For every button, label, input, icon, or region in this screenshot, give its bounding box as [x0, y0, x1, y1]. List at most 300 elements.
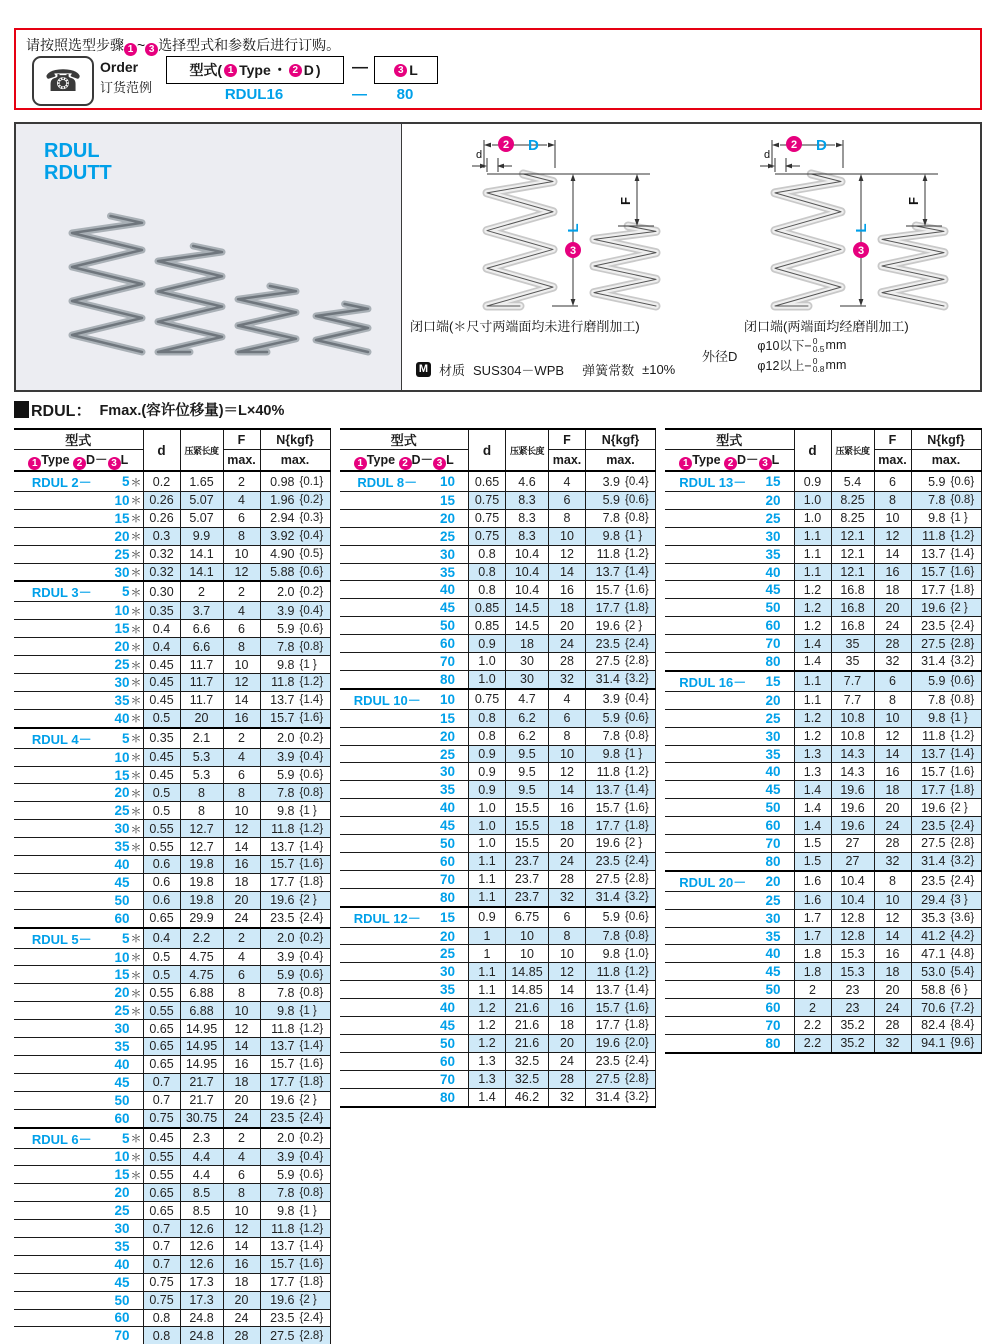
d-cell: 0.85: [469, 599, 506, 617]
type-cell: 10 ＊: [14, 602, 143, 620]
nmax-cell: 19.6 {2 }: [586, 617, 656, 635]
table-row: [14, 545, 330, 563]
type-cell: 40: [665, 563, 794, 581]
dimension-diagram-box: [402, 124, 980, 390]
type-cell: 15 ＊: [14, 509, 143, 527]
fmax-cell: 16: [874, 945, 911, 963]
nmax-cell: 9.8 {1 }: [260, 802, 330, 820]
type-cell: 35: [14, 1237, 143, 1255]
table-row: [340, 835, 656, 853]
spec-table: [340, 428, 657, 1108]
nmax-cell: 7.8 {0.8}: [260, 784, 330, 802]
table-row: [14, 471, 330, 492]
d-cell: 1.8: [794, 945, 831, 963]
table-row: [340, 545, 656, 563]
compressed-length-cell: 14.85: [506, 963, 549, 981]
nmax-cell: 27.5 {2.8}: [911, 835, 981, 853]
compressed-length-cell: 14.5: [506, 599, 549, 617]
fmax-cell: 8: [223, 984, 260, 1002]
compressed-length-cell: 21.6: [506, 1017, 549, 1035]
compressed-length-cell: 19.6: [831, 781, 874, 799]
d-cell: 0.65: [143, 1184, 180, 1202]
header-d: d: [469, 429, 506, 471]
table-row: [340, 1070, 656, 1088]
table-row: [340, 1052, 656, 1070]
nmax-cell: 19.6 {2 }: [260, 1291, 330, 1309]
product-name-rdutt: RDUTT: [44, 162, 112, 184]
compressed-length-cell: 12.8: [831, 927, 874, 945]
d-cell: 1.1: [794, 545, 831, 563]
d-cell: 0.45: [143, 748, 180, 766]
compressed-length-cell: 9.5: [506, 781, 549, 799]
d-cell: 0.45: [143, 674, 180, 692]
type-cell: 80: [665, 653, 794, 671]
d-cell: 0.6: [143, 873, 180, 891]
d-cell: 0.55: [143, 984, 180, 1002]
fmax-cell: 10: [223, 545, 260, 563]
d-cell: 0.6: [143, 856, 180, 874]
d-cell: 1.1: [469, 870, 506, 888]
table-row: [340, 763, 656, 781]
nmax-cell: 7.8 {0.8}: [260, 1184, 330, 1202]
d-cell: 0.8: [469, 581, 506, 599]
nmax-cell: 9.8 {1 }: [260, 656, 330, 674]
type-cell: 40: [340, 799, 469, 817]
fmax-cell: 8: [549, 509, 586, 527]
d-cell: 1.4: [794, 635, 831, 653]
type-cell: 15 ＊: [14, 620, 143, 638]
compressed-length-cell: 12.6: [180, 1237, 223, 1255]
header-nmax: N{kgf}: [260, 429, 330, 450]
fmax-cell: 2: [223, 1128, 260, 1149]
type-cell: 10 ＊: [14, 1148, 143, 1166]
fmax-cell: 6: [549, 709, 586, 727]
table-row: [665, 727, 981, 745]
table-row: [340, 999, 656, 1017]
header-type: 型式: [665, 429, 794, 450]
d-cell: 0.35: [143, 602, 180, 620]
d-cell: 0.7: [143, 1091, 180, 1109]
fmax-cell: 20: [874, 599, 911, 617]
table-row: [14, 674, 330, 692]
compressed-length-cell: 15.5: [506, 835, 549, 853]
compressed-length-cell: 12.6: [180, 1255, 223, 1273]
type-cell: 35: [665, 745, 794, 763]
nmax-cell: 23.5 {2.4}: [260, 1109, 330, 1127]
material-value: SUS304－WPB: [473, 363, 565, 378]
compressed-length-cell: 7.7: [831, 671, 874, 692]
type-cell: 10 ＊: [14, 748, 143, 766]
nmax-cell: 17.7 {1.8}: [911, 581, 981, 599]
header-type-sub: 1 Type 2 D－ 3 L: [665, 450, 794, 472]
d-cell: 0.75: [469, 509, 506, 527]
spring-constant-value: ±10%: [642, 362, 676, 377]
compressed-length-cell: 12.1: [831, 563, 874, 581]
table-row: [340, 981, 656, 999]
nmax-cell: 17.7 {1.8}: [586, 1017, 656, 1035]
header-fmax-sub: max.: [874, 450, 911, 472]
d-cell: 1.1: [794, 563, 831, 581]
section-formula: Fmax.(容许位移量)＝L×40%: [99, 403, 285, 419]
nmax-cell: 31.4 {3.2}: [586, 670, 656, 688]
part-number-type-box: [166, 56, 344, 84]
type-cell: 60: [665, 999, 794, 1017]
fmax-cell: 12: [223, 1020, 260, 1038]
tolerance-line-2: [757, 356, 846, 374]
type-cell: 30 ＊: [14, 674, 143, 692]
nmax-cell: 5.9 {0.6}: [911, 471, 981, 492]
table-row: [665, 635, 981, 653]
nmax-cell: 5.9 {0.6}: [586, 709, 656, 727]
nmax-cell: 31.4 {3.2}: [586, 1088, 656, 1106]
fmax-cell: 20: [549, 1034, 586, 1052]
table-row: [340, 745, 656, 763]
fmax-cell: 4: [223, 602, 260, 620]
d-cell: 0.8: [469, 727, 506, 745]
fmax-cell: 8: [223, 527, 260, 545]
fmax-cell: 14: [874, 927, 911, 945]
example-part-number: RDUL16: [224, 86, 284, 103]
type-cell: 35: [340, 981, 469, 999]
table-row: [14, 1109, 330, 1127]
nmax-cell: 0.98 {0.1}: [260, 471, 330, 492]
d-cell: 1.2: [794, 617, 831, 635]
type-cell: 40: [340, 581, 469, 599]
compressed-length-cell: 24.8: [180, 1327, 223, 1344]
compressed-length-cell: 10.4: [506, 545, 549, 563]
fmax-cell: 24: [874, 817, 911, 835]
fmax-cell: 24: [223, 909, 260, 927]
type-cell: 20: [665, 691, 794, 709]
nmax-cell: 19.6 {2 }: [911, 799, 981, 817]
fmax-cell: 10: [223, 1002, 260, 1020]
nmax-cell: 3.9 {0.4}: [260, 1148, 330, 1166]
d-cell: 0.7: [143, 1073, 180, 1091]
d-cell: 1.6: [794, 871, 831, 892]
table-row: [14, 948, 330, 966]
type-cell: 40: [14, 1255, 143, 1273]
nmax-cell: 11.8 {1.2}: [260, 674, 330, 692]
d-cell: 0.9: [469, 763, 506, 781]
dimension-diagram-right: [720, 128, 988, 316]
instruction-prefix: 请按照选型步骤: [26, 37, 124, 53]
compressed-length-cell: 11.7: [180, 656, 223, 674]
type-cell: 80: [340, 1088, 469, 1106]
fmax-cell: 24: [223, 1309, 260, 1327]
compressed-length-cell: 4.7: [506, 689, 549, 710]
d-cell: 1.5: [794, 852, 831, 870]
type-cell: 25: [665, 709, 794, 727]
d-cell: 1.4: [794, 799, 831, 817]
fmax-cell: 20: [223, 1091, 260, 1109]
table-row: [665, 909, 981, 927]
compressed-length-cell: 10: [506, 927, 549, 945]
d-cell: 1.3: [794, 763, 831, 781]
table-row: [340, 527, 656, 545]
fmax-cell: 10: [874, 509, 911, 527]
compressed-length-cell: 12.7: [180, 820, 223, 838]
table-row: [14, 802, 330, 820]
table-row: [14, 728, 330, 749]
fmax-cell: 12: [874, 527, 911, 545]
compressed-length-cell: 6.2: [506, 709, 549, 727]
compressed-length-cell: 14.95: [180, 1055, 223, 1073]
fmax-cell: 12: [549, 763, 586, 781]
compressed-length-cell: 5.3: [180, 748, 223, 766]
fmax-cell: 6: [223, 620, 260, 638]
compressed-length-cell: 14.3: [831, 745, 874, 763]
fmax-cell: 14: [549, 981, 586, 999]
d-cell: 0.4: [143, 638, 180, 656]
d-cell: 0.75: [469, 527, 506, 545]
type-cell: 25: [665, 509, 794, 527]
fmax-cell: 18: [874, 963, 911, 981]
compressed-length-cell: 35.2: [831, 1017, 874, 1035]
fmax-cell: 10: [874, 709, 911, 727]
type-cell: RDUL 4－ 5 ＊: [14, 728, 143, 749]
d-cell: 0.55: [143, 838, 180, 856]
fmax-cell: 14: [549, 563, 586, 581]
nmax-cell: 17.7 {1.8}: [260, 1273, 330, 1291]
tol1-text: φ10以下−: [757, 339, 812, 353]
type-cell: 35: [340, 781, 469, 799]
type-cell: RDUL 6－ 5 ＊: [14, 1128, 143, 1149]
spec-table: [14, 428, 331, 1344]
table-row: [14, 620, 330, 638]
formula-close: ): [315, 62, 321, 78]
table-row: [14, 891, 330, 909]
fmax-cell: 32: [549, 670, 586, 688]
type-cell: 70: [340, 870, 469, 888]
fmax-cell: 24: [874, 999, 911, 1017]
type-cell: 45: [340, 1017, 469, 1035]
step3-badge: 3: [145, 43, 158, 56]
table-row: [14, 928, 330, 949]
nmax-cell: 15.7 {1.6}: [911, 563, 981, 581]
fmax-cell: 4: [223, 1148, 260, 1166]
fmax-cell: 24: [549, 635, 586, 653]
type-cell: 20 ＊: [14, 527, 143, 545]
header-type: 型式: [14, 429, 143, 450]
fmax-cell: 4: [223, 948, 260, 966]
table-row: [14, 1220, 330, 1238]
d-cell: 0.2: [143, 471, 180, 492]
table-row: [665, 471, 981, 492]
type-cell: 50: [665, 981, 794, 999]
compressed-length-cell: 10.4: [831, 891, 874, 909]
table-row: [14, 1055, 330, 1073]
table-row: [665, 835, 981, 853]
fmax-cell: 6: [223, 1166, 260, 1184]
fmax-cell: 16: [874, 563, 911, 581]
type-cell: 70: [665, 1017, 794, 1035]
fmax-cell: 20: [223, 891, 260, 909]
header-nmax: N{kgf}: [586, 429, 656, 450]
compressed-length-cell: 5.3: [180, 766, 223, 784]
d-cell: 1.1: [469, 981, 506, 999]
d-cell: 0.45: [143, 691, 180, 709]
nmax-cell: 27.5 {2.8}: [586, 870, 656, 888]
compressed-length-cell: 20: [180, 709, 223, 727]
d-cell: 0.75: [143, 1273, 180, 1291]
compressed-length-cell: 16.8: [831, 599, 874, 617]
type-cell: 30: [665, 527, 794, 545]
d-cell: 0.65: [143, 1055, 180, 1073]
compressed-length-cell: 16.8: [831, 617, 874, 635]
table-row: [340, 927, 656, 945]
nmax-cell: 9.8 {1 }: [260, 1002, 330, 1020]
compressed-length-cell: 19.8: [180, 873, 223, 891]
table-row: [14, 1002, 330, 1020]
nmax-cell: 31.4 {3.2}: [911, 653, 981, 671]
d-cell: 1.1: [794, 671, 831, 692]
d-cell: 0.6: [143, 891, 180, 909]
type-cell: 35: [14, 1038, 143, 1056]
fmax-cell: 18: [874, 781, 911, 799]
table-row: [340, 492, 656, 510]
section-square-icon: [14, 401, 29, 418]
compressed-length-cell: 19.6: [831, 817, 874, 835]
compressed-length-cell: 8: [180, 802, 223, 820]
fmax-cell: 2: [223, 728, 260, 749]
d-cell: 1.0: [794, 492, 831, 510]
type-cell: 60: [340, 635, 469, 653]
nmax-cell: 11.8 {1.2}: [260, 1020, 330, 1038]
compressed-length-cell: 30: [506, 670, 549, 688]
table-row: [14, 1184, 330, 1202]
d-cell: 0.8: [143, 1327, 180, 1344]
svg-text:3: 3: [569, 245, 577, 257]
step1-badge: 1: [124, 43, 137, 56]
d-cell: 1.0: [469, 670, 506, 688]
d-cell: 2.2: [794, 1017, 831, 1035]
compressed-length-cell: 14.1: [180, 545, 223, 563]
compressed-length-cell: 21.7: [180, 1091, 223, 1109]
nmax-cell: 15.7 {1.6}: [260, 1055, 330, 1073]
tol2-lower: 0.8: [812, 364, 825, 374]
fmax-cell: 12: [223, 563, 260, 581]
fmax-cell: 12: [223, 1220, 260, 1238]
table-row: [665, 671, 981, 692]
formula-l: L: [409, 62, 418, 78]
nmax-cell: 15.7 {1.6}: [586, 799, 656, 817]
type-cell: 40: [14, 856, 143, 874]
compressed-length-cell: 10.4: [506, 563, 549, 581]
d-cell: 0.8: [469, 563, 506, 581]
table-row: [340, 1034, 656, 1052]
d-cell: 1.0: [469, 653, 506, 671]
nmax-cell: 23.5 {2.4}: [586, 852, 656, 870]
type-cell: 70: [14, 1327, 143, 1344]
table-row: [14, 784, 330, 802]
d-cell: 0.45: [143, 656, 180, 674]
type-cell: 35: [665, 545, 794, 563]
table-row: [665, 852, 981, 870]
formula-d: D: [303, 62, 314, 78]
type-cell: 20: [14, 1184, 143, 1202]
compressed-length-cell: 27: [831, 852, 874, 870]
compressed-length-cell: 16.8: [831, 581, 874, 599]
nmax-cell: 9.8 {1 }: [911, 709, 981, 727]
outer-diameter-tolerance: [702, 336, 846, 374]
compressed-length-cell: 46.2: [506, 1088, 549, 1106]
d-cell: 0.5: [143, 966, 180, 984]
compressed-length-cell: 23.7: [506, 888, 549, 906]
compressed-length-cell: 12.1: [831, 545, 874, 563]
type-cell: 45: [14, 1273, 143, 1291]
compressed-length-cell: 6.88: [180, 984, 223, 1002]
nmax-cell: 47.1 {4.8}: [911, 945, 981, 963]
table-row: [665, 653, 981, 671]
spring-constant-label: 弹簧常数: [582, 363, 635, 378]
nmax-cell: 13.7 {1.4}: [911, 545, 981, 563]
instruction-suffix: 选择型式和参数后进行订购。: [158, 37, 341, 53]
fmax-cell: 32: [549, 888, 586, 906]
material-icon: M: [416, 362, 431, 377]
fmax-cell: 6: [223, 966, 260, 984]
fmax-cell: 4: [549, 689, 586, 710]
d-cell: 0.8: [469, 545, 506, 563]
fmax-cell: 24: [549, 852, 586, 870]
table-row: [14, 1291, 330, 1309]
type-cell: 50: [665, 799, 794, 817]
fmax-cell: 12: [874, 727, 911, 745]
d-cell: 0.75: [469, 492, 506, 510]
fmax-cell: 16: [874, 763, 911, 781]
fmax-cell: 16: [223, 1055, 260, 1073]
d-cell: 0.5: [143, 709, 180, 727]
fmax-cell: 14: [874, 745, 911, 763]
nmax-cell: 13.7 {1.4}: [586, 563, 656, 581]
fmax-cell: 20: [223, 1291, 260, 1309]
d-cell: 0.55: [143, 1002, 180, 1020]
d-cell: 0.45: [143, 766, 180, 784]
compressed-length-cell: 11.7: [180, 691, 223, 709]
d-cell: 1.2: [794, 581, 831, 599]
d-cell: 0.4: [143, 928, 180, 949]
fmax-cell: 28: [549, 870, 586, 888]
svg-text:L: L: [853, 223, 870, 233]
type-cell: 25 ＊: [14, 545, 143, 563]
type-cell: 15: [340, 492, 469, 510]
material-label: 材质: [439, 363, 466, 378]
type-cell: 20 ＊: [14, 784, 143, 802]
tol1-upper: 0: [812, 336, 818, 346]
table-row: [665, 745, 981, 763]
table-row: [665, 945, 981, 963]
d-cell: 1.3: [469, 1052, 506, 1070]
spec-table: [665, 428, 982, 1054]
d-cell: 0.55: [143, 1148, 180, 1166]
d-cell: 0.5: [143, 948, 180, 966]
compressed-length-cell: 3.7: [180, 602, 223, 620]
fmax-cell: 6: [549, 492, 586, 510]
illustration-panel: [14, 122, 982, 392]
svg-text:2: 2: [790, 139, 798, 151]
nmax-cell: 2.0 {0.2}: [260, 728, 330, 749]
table-row: [14, 984, 330, 1002]
compressed-length-cell: 23: [831, 981, 874, 999]
fmax-cell: 32: [549, 1088, 586, 1106]
nmax-cell: 11.8 {1.2}: [911, 727, 981, 745]
header-fmax: F: [223, 429, 260, 450]
table-row: [14, 909, 330, 927]
type-cell: 30: [665, 909, 794, 927]
fmax-cell: 32: [874, 1034, 911, 1052]
table-row: [340, 888, 656, 906]
type-cell: 45: [665, 963, 794, 981]
table-row: [665, 817, 981, 835]
